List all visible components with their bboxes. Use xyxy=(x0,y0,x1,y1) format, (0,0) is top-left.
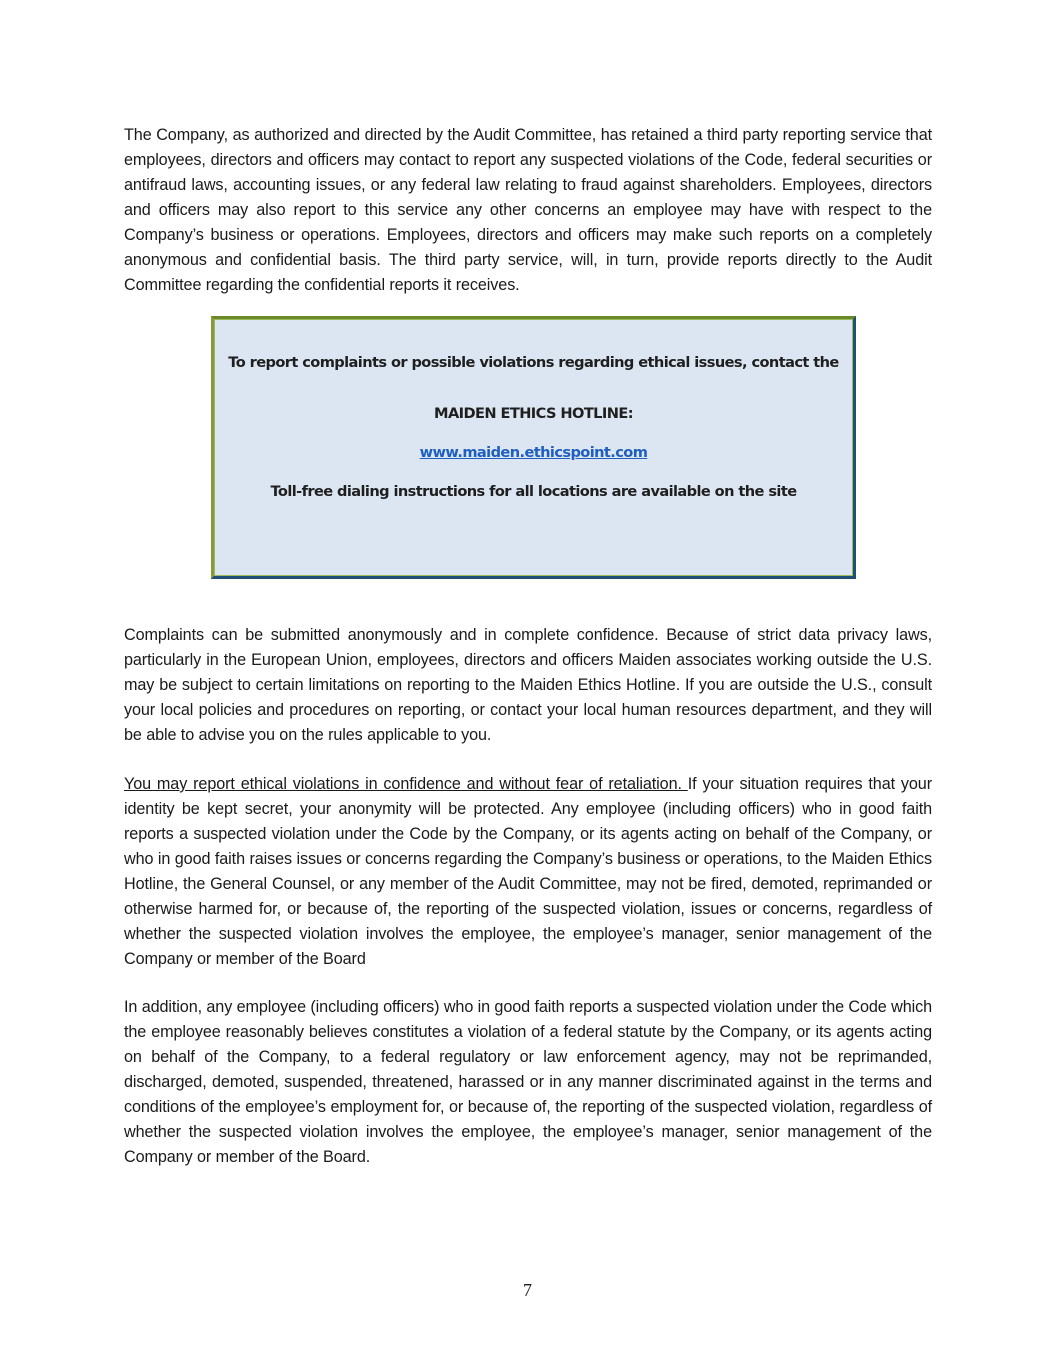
paragraph-anonymous-complaints: Complaints can be submitted anonymously and in complete confidence. Because of strict data privacy laws, particularly in the European Union, employees, directors and officers Maiden associates working outside the U.S. may be subject to certain limitations on reporting to the Maiden Ethics Hotline. If you are outside the U.S., consult your local policies and procedures on reporting, or contact your local human resources department, and they will be able to advise you on the rules applicable to you. xyxy=(124,626,932,744)
hotline-intro-text: To report complaints or possible violations regarding ethical issues, contact the xyxy=(228,354,839,371)
paragraph-federal-reporting: In addition, any employee (including officers) who in good faith reports a suspected violation under the Code which the employee reasonably believes constitutes a violation of a federal statute by the Company, or its agents acting on behalf of the Company, to a federal regulatory or law enforcement agency, may not be reprimanded, discharged, demoted, suspended, threatened, harassed or in any manner discriminated against in the terms and conditions of the employee’s employment for, or because of, the reporting of the suspected violation, regardless of whether the suspected violation involves the employee, the employee’s manager, senior management of the Company or member of the Board. xyxy=(124,998,932,1166)
non-retaliation-body: If your situation requires that your identity be kept secret, your anonymity will be protected. Any employee (including officers) who in good faith reports a suspected violation under the Code by the Company, or its agents acting on behalf of the Company, or who in good faith raises issues or concerns regarding the Company’s business or operations, to the Maiden Ethics Hotline, the General Counsel, or any member of the Audit Committee, may not be fired, demoted, reprimanded or otherwise harmed for, or because of, the reporting of the suspected violation, issues or concerns, regardless of whether the suspected violation involves the employee, the employee’s manager, senior management of the Company or member of the Board xyxy=(124,775,932,968)
paragraph-non-retaliation xyxy=(124,772,932,972)
page-number: 7 xyxy=(523,1280,532,1300)
paragraph-third-party-reporting: The Company, as authorized and directed by the Audit Committee, has retained a third party reporting service that employees, directors and officers may contact to report any suspected violations of the Code, federal securities or antifraud laws, accounting issues, or any federal law relating to fraud against shareholders. Employees, directors and officers may also report to this service any other concerns an employee may have with respect to the Company’s business or operations. Employees, directors and officers may make such reports on a completely anonymous and confidential basis. The third party service, will, in turn, provide reports directly to the Audit Committee regarding the confidential reports it receives. xyxy=(124,126,932,294)
hotline-title: MAIDEN ETHICS HOTLINE: xyxy=(434,405,633,422)
hotline-dialing-note: Toll-free dialing instructions for all locations are available on the site xyxy=(270,483,797,500)
ethics-hotline-box xyxy=(211,316,856,579)
non-retaliation-heading: You may report ethical violations in confidence and without fear of retaliation. xyxy=(124,775,688,793)
hotline-website-link[interactable]: www.maiden.ethicspoint.com xyxy=(419,444,648,461)
